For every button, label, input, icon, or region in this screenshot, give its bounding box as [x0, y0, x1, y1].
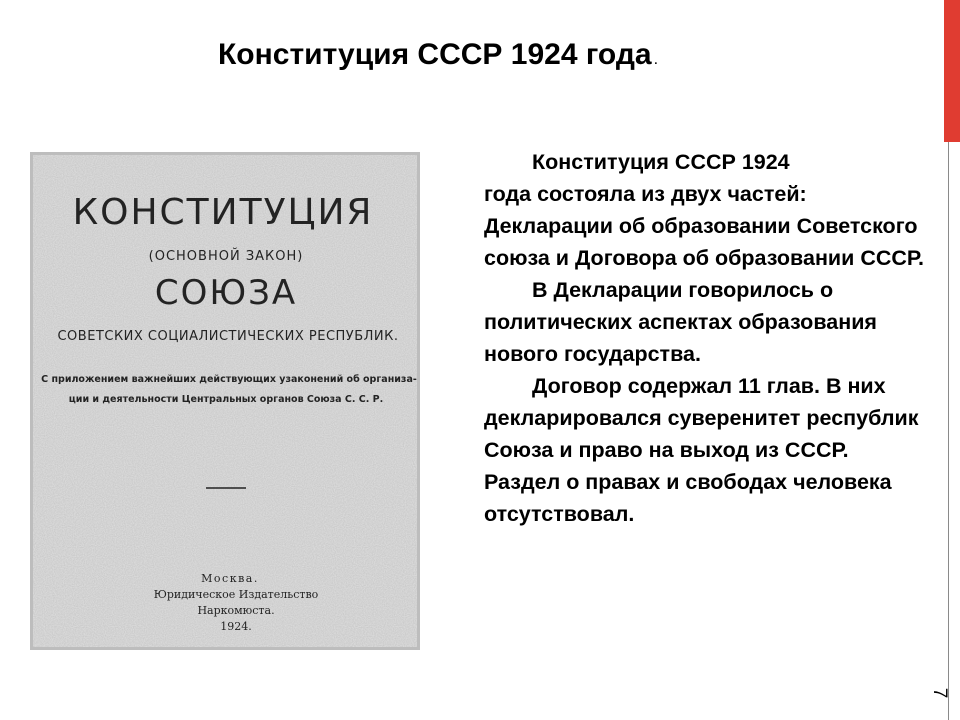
- cover-year: 1924.: [220, 620, 252, 633]
- paragraph-1: года состояла из двух частей: Декларации об образовании Советского союза и Договора об образовании СССР.: [484, 182, 925, 270]
- paragraph-3: Договор содержал 11 глав. В них декларировался суверенитет республик Союза и право на выход из СССР. Раздел о правах и свободах человека отсутствовал.: [484, 374, 919, 526]
- body-text: [484, 146, 924, 530]
- cover-subheading: (ОСНОВНОЙ ЗАКОН): [148, 249, 304, 264]
- paragraph-1-line-1: Конституция СССР 1924: [532, 150, 790, 174]
- cover-city: Москва.: [201, 572, 259, 585]
- accent-bar: [944, 0, 960, 142]
- slide-title: [218, 38, 658, 72]
- cover-note-line1: С приложением важнейших действующих узаконений об организа-: [41, 374, 417, 385]
- cover-ministry: Наркомюста.: [197, 604, 275, 617]
- cover-publisher: Юридическое Издательство: [153, 588, 319, 601]
- cover-union: СОЮЗА: [154, 273, 298, 313]
- cover-heading: КОНСТИТУЦИЯ: [72, 192, 374, 233]
- accent-line: [948, 142, 949, 720]
- constitution-cover-photo: [30, 152, 420, 650]
- paragraph-2: В Декларации говорилось о политических аспектах образования нового государства.: [484, 278, 877, 366]
- cover-republics: СОВЕТСКИХ СОЦИАЛИСТИЧЕСКИХ РЕСПУБЛИК.: [57, 329, 399, 344]
- slide-title-dot: .: [653, 51, 659, 68]
- slide-title-text: Конституция СССР 1924 года: [218, 38, 652, 71]
- page-number: 7: [929, 687, 950, 699]
- cover-note-line2: ции и деятельности Центральных органов Союза С. С. Р.: [68, 394, 384, 405]
